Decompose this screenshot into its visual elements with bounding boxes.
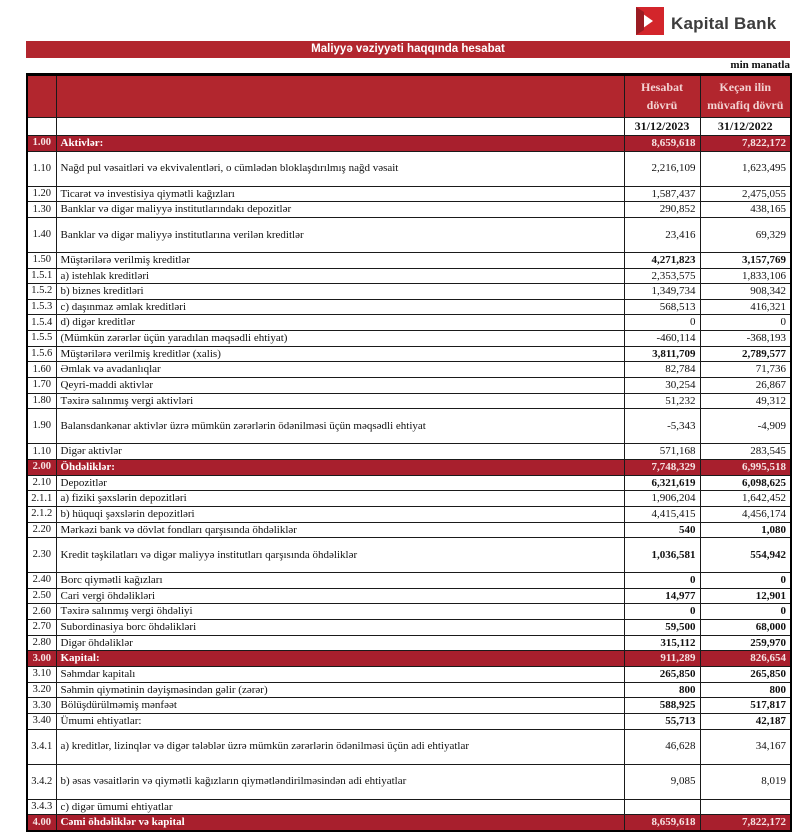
- row-description: Qeyri-maddi aktivlər: [56, 378, 624, 394]
- value-current-period: 82,784: [624, 362, 700, 378]
- row-description: b) hüquqi şəxslərin depozitləri: [56, 506, 624, 522]
- row-number: 2.20: [27, 522, 56, 538]
- row-description: b) əsas vəsaitlərin və qiymətli kağızların qiymətləndirilməsindən adi ehtiyatlar: [56, 764, 624, 799]
- row-description: Ümumi ehtiyatlar:: [56, 713, 624, 729]
- row-number: 3.30: [27, 698, 56, 714]
- table-row: [27, 252, 791, 268]
- value-current-period: 568,513: [624, 299, 700, 315]
- table-row: [27, 588, 791, 604]
- value-current-period: 8,659,618: [624, 136, 700, 152]
- value-current-period: 0: [624, 604, 700, 620]
- value-current-period: 800: [624, 682, 700, 698]
- value-previous-period: [700, 799, 791, 815]
- value-current-period: -5,343: [624, 409, 700, 444]
- value-previous-period: 68,000: [700, 620, 791, 636]
- row-description: Müştərilərə verilmiş kreditlər (xalis): [56, 346, 624, 362]
- column-header-row: [27, 75, 791, 118]
- value-previous-period: 800: [700, 682, 791, 698]
- date-row-empty-description: [56, 118, 624, 136]
- row-number: 3.10: [27, 667, 56, 683]
- kapital-bank-logo: [636, 7, 776, 40]
- row-description: Mərkəzi bank və dövlət fondları qarşısında öhdəliklər: [56, 522, 624, 538]
- table-row: [27, 538, 791, 573]
- row-description: Subordinasiya borc öhdəlikləri: [56, 620, 624, 636]
- value-current-period: 9,085: [624, 764, 700, 799]
- table-row: [27, 573, 791, 589]
- value-previous-period: 0: [700, 604, 791, 620]
- row-number: 1.5.5: [27, 331, 56, 347]
- row-number: 1.5.2: [27, 284, 56, 300]
- table-row: [27, 604, 791, 620]
- table-row: [27, 315, 791, 331]
- date-current-period: 31/12/2023: [624, 118, 700, 136]
- value-current-period: 23,416: [624, 217, 700, 252]
- table-row: [27, 393, 791, 409]
- row-number: 2.40: [27, 573, 56, 589]
- value-current-period: 540: [624, 522, 700, 538]
- value-previous-period: 7,822,172: [700, 815, 791, 831]
- table-row: [27, 299, 791, 315]
- row-number: 2.30: [27, 538, 56, 573]
- row-description: c) digər ümumi ehtiyatlar: [56, 799, 624, 815]
- value-previous-period: 0: [700, 573, 791, 589]
- table-row: [27, 346, 791, 362]
- value-current-period: 911,289: [624, 651, 700, 667]
- value-previous-period: 34,167: [700, 729, 791, 764]
- value-previous-period: -368,193: [700, 331, 791, 347]
- value-previous-period: 2,789,577: [700, 346, 791, 362]
- row-description: a) kreditlər, lizinqlər və digər tələblər üzrə mümkün zərərlərin ödənilməsi üçün adi ehtiyatlar: [56, 729, 624, 764]
- row-number: 1.10: [27, 444, 56, 460]
- row-description: Digər aktivlər: [56, 444, 624, 460]
- value-current-period: 0: [624, 573, 700, 589]
- row-number: 2.00: [27, 459, 56, 475]
- row-number: 1.10: [27, 151, 56, 186]
- section-total-row: [27, 815, 791, 831]
- row-number: 2.70: [27, 620, 56, 636]
- row-number: 3.00: [27, 651, 56, 667]
- row-description: Ticarət və investisiya qiymətli kağızları: [56, 186, 624, 202]
- row-number: 1.5.6: [27, 346, 56, 362]
- value-current-period: [624, 799, 700, 815]
- value-previous-period: 69,329: [700, 217, 791, 252]
- row-description: Cari vergi öhdəlikləri: [56, 588, 624, 604]
- table-row: [27, 713, 791, 729]
- value-previous-period: 42,187: [700, 713, 791, 729]
- row-description: Kredit təşkilatları və digər maliyyə institutları qarşısında öhdəliklər: [56, 538, 624, 573]
- value-current-period: 571,168: [624, 444, 700, 460]
- value-current-period: 588,925: [624, 698, 700, 714]
- value-previous-period: 7,822,172: [700, 136, 791, 152]
- value-previous-period: 554,942: [700, 538, 791, 573]
- value-previous-period: 517,817: [700, 698, 791, 714]
- value-current-period: 14,977: [624, 588, 700, 604]
- date-previous-period: 31/12/2022: [700, 118, 791, 136]
- logo-text: Kapital Bank: [671, 13, 777, 33]
- value-previous-period: 0: [700, 315, 791, 331]
- row-description: a) fiziki şəxslərin depozitləri: [56, 491, 624, 507]
- value-previous-period: 49,312: [700, 393, 791, 409]
- value-current-period: -460,114: [624, 331, 700, 347]
- table-row: [27, 522, 791, 538]
- value-previous-period: 908,342: [700, 284, 791, 300]
- value-current-period: 46,628: [624, 729, 700, 764]
- value-previous-period: 6,995,518: [700, 459, 791, 475]
- row-number: 2.50: [27, 588, 56, 604]
- value-previous-period: 1,642,452: [700, 491, 791, 507]
- table-row: [27, 378, 791, 394]
- row-number: 1.80: [27, 393, 56, 409]
- row-number: 4.00: [27, 815, 56, 831]
- row-number: 3.4.2: [27, 764, 56, 799]
- corner-cell-description: [56, 75, 624, 118]
- table-row: [27, 284, 791, 300]
- table-row: [27, 799, 791, 815]
- table-row: [27, 475, 791, 491]
- value-current-period: 1,906,204: [624, 491, 700, 507]
- value-previous-period: 1,080: [700, 522, 791, 538]
- table-header: [27, 75, 791, 136]
- row-number: 3.40: [27, 713, 56, 729]
- value-current-period: 7,748,329: [624, 459, 700, 475]
- row-description: Təxirə salınmış vergi aktivləri: [56, 393, 624, 409]
- value-previous-period: 265,850: [700, 667, 791, 683]
- value-previous-period: 259,970: [700, 635, 791, 651]
- value-previous-period: 438,165: [700, 202, 791, 218]
- table-row: [27, 620, 791, 636]
- row-number: 1.20: [27, 186, 56, 202]
- value-previous-period: 8,019: [700, 764, 791, 799]
- value-current-period: 3,811,709: [624, 346, 700, 362]
- table-row: [27, 635, 791, 651]
- table-row: [27, 491, 791, 507]
- table-row: [27, 506, 791, 522]
- value-current-period: 59,500: [624, 620, 700, 636]
- value-previous-period: 3,157,769: [700, 252, 791, 268]
- value-current-period: 1,587,437: [624, 186, 700, 202]
- row-description: Bölüşdürülməmiş mənfəət: [56, 698, 624, 714]
- value-current-period: 0: [624, 315, 700, 331]
- row-description: Borc qiymətli kağızları: [56, 573, 624, 589]
- table-row: [27, 698, 791, 714]
- value-current-period: 30,254: [624, 378, 700, 394]
- report-title-bar: [26, 41, 790, 58]
- row-description: Banklar və digər maliyyə institutlarına verilən kreditlər: [56, 217, 624, 252]
- value-previous-period: -4,909: [700, 409, 791, 444]
- row-number: 1.5.3: [27, 299, 56, 315]
- value-current-period: 290,852: [624, 202, 700, 218]
- date-row: [27, 118, 791, 136]
- row-number: 1.70: [27, 378, 56, 394]
- row-description: Nağd pul vəsaitləri və ekvivalentləri, o cümlədən bloklaşdırılmış nağd vəsait: [56, 151, 624, 186]
- row-description: d) digər kreditlər: [56, 315, 624, 331]
- table-row: [27, 409, 791, 444]
- row-description: Depozitlər: [56, 475, 624, 491]
- row-description: Aktivlər:: [56, 136, 624, 152]
- table-body: [27, 136, 791, 831]
- row-description: b) biznes kreditləri: [56, 284, 624, 300]
- value-previous-period: 826,654: [700, 651, 791, 667]
- value-previous-period: 283,545: [700, 444, 791, 460]
- corner-cell-number: [27, 75, 56, 118]
- value-current-period: 4,271,823: [624, 252, 700, 268]
- table-row: [27, 151, 791, 186]
- value-current-period: 51,232: [624, 393, 700, 409]
- row-description: Balansdankənar aktivlər üzrə mümkün zərərlərin ödənilməsi üçün məqsədli ehtiyat: [56, 409, 624, 444]
- value-previous-period: 4,456,174: [700, 506, 791, 522]
- value-previous-period: 26,867: [700, 378, 791, 394]
- value-current-period: 1,349,734: [624, 284, 700, 300]
- column-header-current-period: Hesabat dövrü: [624, 75, 700, 118]
- table-row: [27, 268, 791, 284]
- row-number: 2.80: [27, 635, 56, 651]
- table-row: [27, 186, 791, 202]
- row-description: Səhmin qiymətinin dəyişməsindən gəlir (zərər): [56, 682, 624, 698]
- row-number: 1.50: [27, 252, 56, 268]
- row-description: Müştərilərə verilmiş kreditlər: [56, 252, 624, 268]
- table-row: [27, 202, 791, 218]
- value-current-period: 2,353,575: [624, 268, 700, 284]
- row-description: Əmlak və avadanlıqlar: [56, 362, 624, 378]
- table-row: [27, 682, 791, 698]
- row-description: Təxirə salınmış vergi öhdəliyi: [56, 604, 624, 620]
- row-number: 1.5.4: [27, 315, 56, 331]
- table-row: [27, 667, 791, 683]
- kapital-bank-logo-icon: [636, 7, 664, 40]
- row-number: 1.40: [27, 217, 56, 252]
- row-number: 3.4.3: [27, 799, 56, 815]
- value-current-period: 4,415,415: [624, 506, 700, 522]
- row-number: 2.1.1: [27, 491, 56, 507]
- value-previous-period: 1,623,495: [700, 151, 791, 186]
- row-description: a) istehlak kreditləri: [56, 268, 624, 284]
- row-description: Digər öhdəliklər: [56, 635, 624, 651]
- financial-statement-table: [26, 73, 792, 832]
- table-row: [27, 362, 791, 378]
- date-row-empty-number: [27, 118, 56, 136]
- value-current-period: 1,036,581: [624, 538, 700, 573]
- row-number: 3.20: [27, 682, 56, 698]
- row-description: (Mümkün zərərlər üçün yaradılan məqsədli ehtiyat): [56, 331, 624, 347]
- row-number: 2.1.2: [27, 506, 56, 522]
- row-number: 1.60: [27, 362, 56, 378]
- row-description: Cəmi öhdəliklər və kapital: [56, 815, 624, 831]
- table-row: [27, 729, 791, 764]
- row-number: 2.10: [27, 475, 56, 491]
- value-current-period: 55,713: [624, 713, 700, 729]
- value-current-period: 8,659,618: [624, 815, 700, 831]
- row-number: 1.5.1: [27, 268, 56, 284]
- value-previous-period: 71,736: [700, 362, 791, 378]
- table-row: [27, 444, 791, 460]
- value-previous-period: 12,901: [700, 588, 791, 604]
- value-previous-period: 416,321: [700, 299, 791, 315]
- value-current-period: 6,321,619: [624, 475, 700, 491]
- row-description: c) daşınmaz əmlak kreditləri: [56, 299, 624, 315]
- report-title: Maliyyə vəziyyəti haqqında hesabat: [311, 43, 505, 55]
- value-previous-period: 1,833,106: [700, 268, 791, 284]
- row-description: Kapital:: [56, 651, 624, 667]
- row-number: 1.90: [27, 409, 56, 444]
- table-row: [27, 217, 791, 252]
- column-header-previous-period: Keçən ilin müvafiq dövrü: [700, 75, 791, 118]
- table-row: [27, 331, 791, 347]
- row-number: 3.4.1: [27, 729, 56, 764]
- unit-label: min manatla: [730, 59, 790, 71]
- section-total-row: [27, 459, 791, 475]
- value-previous-period: 6,098,625: [700, 475, 791, 491]
- table-row: [27, 764, 791, 799]
- row-description: Öhdəliklər:: [56, 459, 624, 475]
- row-description: Səhmdar kapitalı: [56, 667, 624, 683]
- row-description: Banklar və digər maliyyə institutlarındakı depozitlər: [56, 202, 624, 218]
- value-current-period: 315,112: [624, 635, 700, 651]
- value-previous-period: 2,475,055: [700, 186, 791, 202]
- section-total-row: [27, 651, 791, 667]
- row-number: 1.30: [27, 202, 56, 218]
- section-total-row: [27, 136, 791, 152]
- row-number: 1.00: [27, 136, 56, 152]
- row-number: 2.60: [27, 604, 56, 620]
- value-current-period: 265,850: [624, 667, 700, 683]
- value-current-period: 2,216,109: [624, 151, 700, 186]
